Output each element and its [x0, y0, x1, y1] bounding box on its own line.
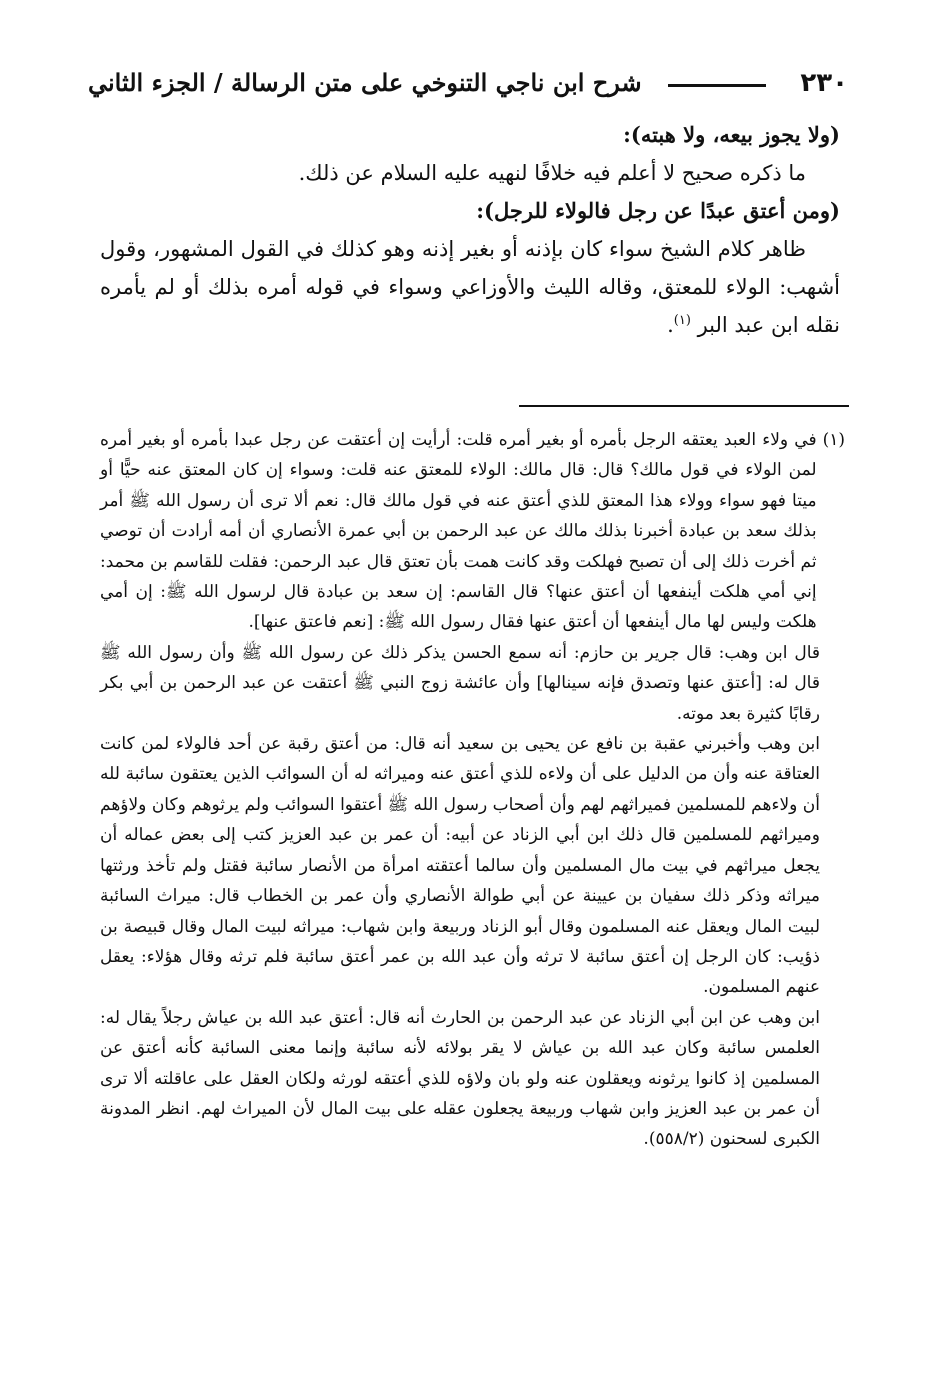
text-paragraph: ما ذكره صحيح لا أعلم فيه خلافًا لنهيه عليه السلام عن ذلك.	[298, 161, 806, 185]
paragraph-end: .	[667, 313, 674, 337]
footnote-paragraph: قال ابن وهب: قال جرير بن حازم: أنه سمع الحسن يذكر ذلك عن رسول الله ﷺ وأن رسول الله ﷺ قال له: [أعتق عنها وتصدق فإنه سينالها] وأن عائشة زوج النبي ﷺ أعتقت عن عبد الرحمن بن أبي بكر رقابًا كثيرة بعد موته.	[100, 642, 820, 724]
paragraph-body: ظاهر كلام الشيخ سواء كان بإذنه أو بغير إذنه وهو كذلك في القول المشهور، وقول أشهب: الولاء للمعتق، وقاله الليث والأوزاعي وسواء في قوله أمره بذلك أو لم يأمره نقله ابن عبد البر	[100, 237, 840, 337]
text-heading: (ومن أعتق عبدًا عن رجل فالولاء للرجل):	[476, 198, 840, 223]
running-title: شرح ابن ناجي التنوخي على متن الرسالة / الجزء الثاني	[88, 68, 642, 97]
footnote-paragraph: ابن وهب وأخبرني عقبة بن نافع عن يحيى بن سعيد أنه قال: من أعتق رقبة عن أحد فالولاء لمن كانت العتاقة عنه وأن من الدليل على أن ولاءه للذي أعتق عنه وميراثه له أن السوائب الذين يعتقون سائبة لله أن ولاءهم للمسلمين فميراثهم لهم وأن أصحاب رسول الله ﷺ أعتقوا السوائب ولم يرثوهم وكان ولاؤهم وميراثهم للمسلمين قال ذلك ابن أبي الزناد عن أبيه: أن عمر بن عبد العزيز كتب إلى بعض عماله أن يجعل ميراثهم في بيت مال المسلمين وأن سالما أعتقته امرأة من الأنصار سائبة فقتل ولم تأخذ ورثتها ميراثه وذكر ذلك سفيان بن عيينة عن أبي طوالة الأنصاري وأن عمر بن الخطاب قال: ميراث السائبة لبيت المال ويعقل عنه المسلمون وقال أبو الزناد وربيعة وابن شهاب: ميراثه لبيت المال وقال قبيصة بن ذؤيب: كان الرجل إن أعتق سائبة لا ترثه وأن عبد الله بن عمر أعتق سائبة فلم ترثه وقال هؤلاء: يعقل عنهم المسلمون.	[100, 734, 820, 998]
footnote-reference: (١)	[673, 313, 691, 328]
page-header	[88, 66, 848, 110]
page-number: ٢٣٠	[800, 68, 848, 98]
header-rule	[668, 84, 766, 87]
footnote-marker: (١)	[822, 430, 845, 450]
footnote-separator	[519, 405, 849, 407]
footnote-paragraph: في ولاء العبد يعتقه الرجل بأمره أو بغير أمره قلت: أرأيت إن أعتقت عن رجل عبدا بأمره أو بغير أمره لمن الولاء في قول مالك؟ قال: قال مالك: الولاء للمعتق عنه قلت: وسواء إن كان المعتق عنه حيًّا أو ميتا فهو سواء وولاء هذا المعتق للذي أعتق عنه في قول مالك قال: نعم ألا ترى أن رسول الله ﷺ أمر بذلك سعد بن عبادة أخبرنا بذلك مالك عن عبد الرحمن بن أبي عمرة الأنصاري أن أمه أرادت أن توصي ثم أخرت ذلك إلى أن تصبح فهلكت وقد كانت همت بأن تعتق قال عبد الرحمن: فقلت للقاسم بن محمد: إني أمي هلكت أينفعها أن أعتق عنها؟ قال القاسم: إن سعد بن عبادة قال لرسول الله ﷺ: إن أمي هلكت وليس لها مال أينفعها أن أعتق عنها فقال رسول الله ﷺ: [نعم فاعتق عنها].	[100, 430, 817, 633]
footnote-entry	[100, 425, 845, 638]
main-text	[100, 116, 840, 344]
text-paragraph	[100, 230, 840, 344]
footnotes	[100, 425, 845, 1155]
text-heading: (ولا يجوز بيعه، ولا هبته):	[623, 122, 840, 147]
footnote-paragraph: ابن وهب عن ابن أبي الزناد عن عبد الرحمن بن الحارث أنه قال: أعتق عبد الله بن عياش رجلاً يقال له: العلمس سائبة وكان عبد الله بن عياش لا يقر بولائه لأنه سائبة وإنما معنى السائبة كأنه أعتق عن المسلمين إذ كانوا يرثونه ويعقلون عنه ولو بان ولاؤه للذي أعتقه لورثه ولكان العقل على عاقلته ألا ترى أن عمر بن عبد العزيز وابن شهاب وربيعة يجعلون عقله على بيت المال لأن الميراث لهم. انظر المدونة الكبرى لسحنون (٥٥٨/٢).	[100, 1007, 820, 1150]
